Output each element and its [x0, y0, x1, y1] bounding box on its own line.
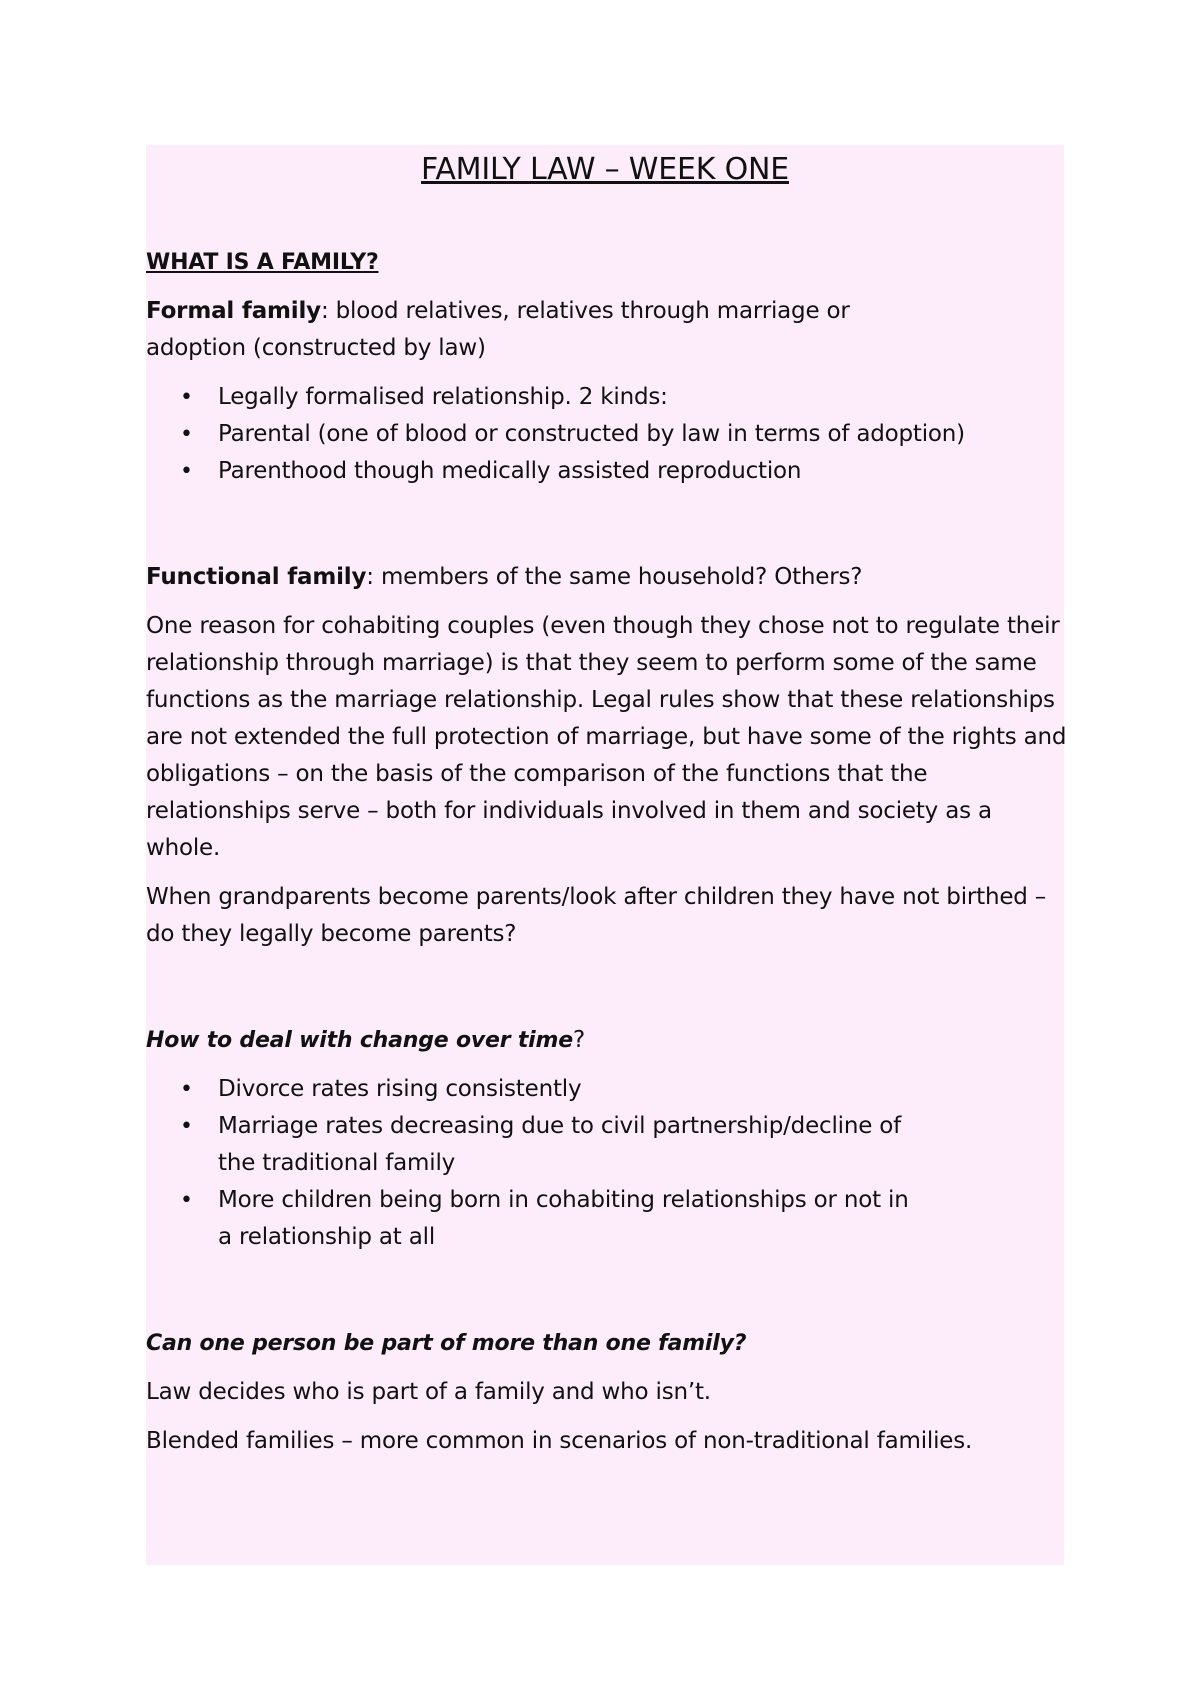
spacer [146, 367, 1076, 379]
functional-family-term: Functional family [146, 564, 367, 590]
heading-change-over-time [146, 1022, 1076, 1059]
document-title: FAMILY LAW – WEEK ONE [421, 152, 789, 187]
spacer [146, 953, 1076, 1022]
formal-family-definition: : blood relatives, relatives through marriage or adoption (constructed by law) [146, 298, 850, 361]
spacer [146, 1411, 1076, 1423]
heading-more-than-one-family: Can one person be part of more than one family? [146, 1331, 747, 1356]
change-over-time-heading-suffix: ? [572, 1027, 585, 1053]
change-over-time-list [146, 1071, 918, 1256]
spacer [146, 1059, 1076, 1071]
list-item: • More children being born in cohabiting relationships or not in a relationship at all [218, 1182, 918, 1256]
heading-what-is-a-family: WHAT IS A FAMILY? [146, 250, 379, 275]
list-item: • Legally formalised relationship. 2 kinds: [218, 379, 1076, 416]
list-item: • Divorce rates rising consistently [218, 1071, 918, 1108]
spacer [146, 867, 1076, 879]
spacer [146, 1256, 1076, 1325]
list-item: • Parental (one of blood or constructed by law in terms of adoption) [218, 416, 1076, 453]
functional-family-paragraph [146, 559, 1076, 596]
list-item: • Parenthood though medically assisted reproduction [218, 453, 1076, 490]
spacer [146, 190, 1076, 244]
spacer [146, 1362, 1076, 1374]
formal-family-list [146, 379, 1076, 490]
blended-families-paragraph: Blended families – more common in scenarios of non-traditional families. [146, 1428, 973, 1454]
formal-family-term: Formal family [146, 298, 321, 324]
cohabiting-paragraph: One reason for cohabiting couples (even though they chose not to regulate their relationship through marriage) is that they seem to perform some of the same functions as the marriage relationship. Legal rules show that these relationships are not extended the full protection of marriage, but have some of the rights and obligations – on the basis of the comparison of the functions that the relationships serve – both for individuals involved in them and society as a whole. [146, 613, 1067, 861]
change-over-time-heading-text: How to deal with change over time [146, 1028, 573, 1053]
formal-family-paragraph [146, 293, 926, 367]
law-decides-paragraph: Law decides who is part of a family and who isn’t. [146, 1379, 711, 1405]
spacer [146, 490, 1076, 559]
grandparents-paragraph: When grandparents become parents/look after children they have not birthed – do they legally become parents? [146, 884, 1047, 947]
spacer [146, 281, 1076, 293]
spacer [146, 596, 1076, 608]
list-item: • Marriage rates decreasing due to civil partnership/decline of the traditional family [218, 1108, 918, 1182]
document-content [146, 150, 1076, 1460]
functional-family-definition: : members of the same household? Others? [366, 564, 863, 590]
